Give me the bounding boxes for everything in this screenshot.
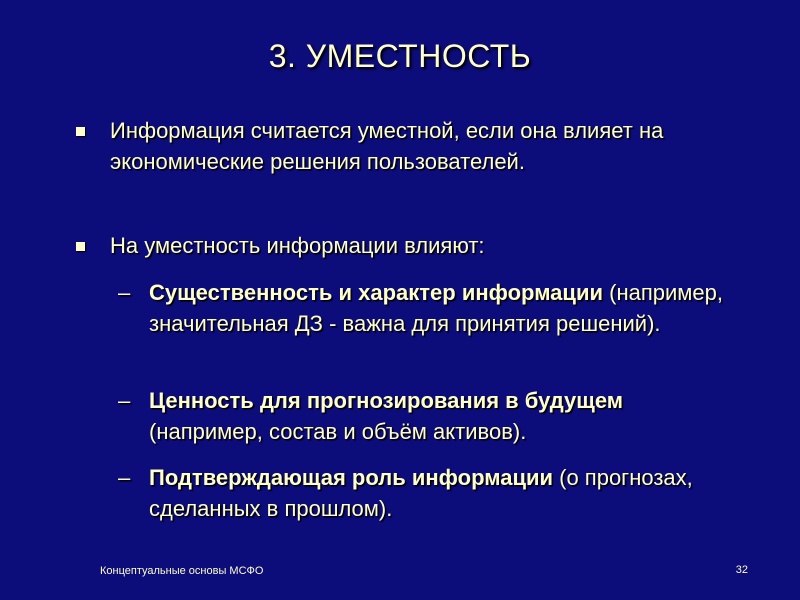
- sub-bullet-item: [118, 385, 738, 447]
- bullet-text: На уместность информации влияют:: [110, 233, 485, 258]
- sub-bullet-rest: (например, значительная ДЗ - важна для принятия решений).: [149, 280, 723, 336]
- sub-bullet-text: [149, 462, 738, 524]
- sub-bullet-bold: Ценность для прогнозирования в будущем: [149, 388, 624, 413]
- slide-footer: Концептуальные основы МСФО: [100, 565, 264, 577]
- sub-bullet-item: [118, 462, 738, 524]
- page-number: 32: [735, 564, 748, 576]
- bullet-item: [70, 230, 670, 261]
- bullet-item: [70, 115, 670, 177]
- sub-bullet-bold: Существенность и характер информации: [149, 280, 603, 305]
- sub-bullet-text: [149, 385, 738, 447]
- square-bullet-icon: [76, 127, 85, 136]
- dash-marker: –: [118, 280, 131, 305]
- slide-title: 3. УМЕСТНОСТЬ: [268, 38, 532, 74]
- sub-bullet-rest: (например, состав и объём активов).: [149, 419, 527, 444]
- sub-bullet-rest: (о прогнозах, сделанных в прошлом).: [149, 465, 693, 521]
- sub-bullet-text: [149, 277, 738, 339]
- square-bullet-icon: [76, 242, 85, 251]
- dash-marker: –: [118, 388, 131, 413]
- sub-bullet-item: [118, 277, 738, 339]
- sub-bullet-bold: Подтверждающая роль информации: [149, 465, 554, 490]
- bullet-text: Информация считается уместной, если она влияет на экономические решения пользователей.: [110, 118, 664, 174]
- dash-marker: –: [118, 465, 131, 490]
